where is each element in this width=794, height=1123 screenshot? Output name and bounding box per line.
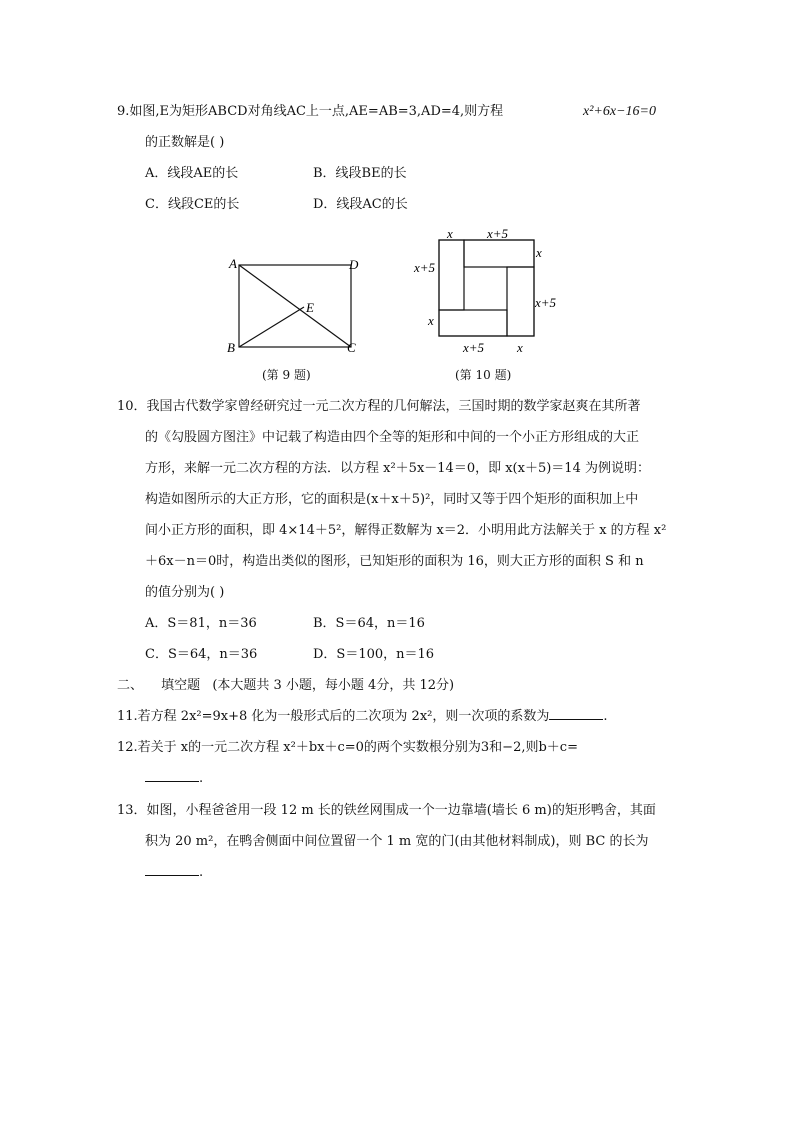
- section-header: [117, 676, 454, 696]
- q12-text: 12.若关于 x的一元二次方程 x²＋bx＋c=0的两个实数根分别为3和−2,则b＋c=: [117, 740, 578, 755]
- section-title: 填空题: [161, 678, 201, 693]
- label-e: E: [306, 300, 314, 315]
- diagonal-ac: [239, 265, 351, 347]
- q12-tail: .: [199, 771, 204, 786]
- label-c: C: [347, 340, 356, 355]
- q9-caption: (第 9 题): [262, 368, 311, 382]
- q10-line-6: ＋6x－n＝0时，构造出类似的图形，已知矩形的面积为 16，则大正方形的面积 S 和 n: [145, 554, 644, 569]
- label-right-x: x: [536, 245, 542, 260]
- label-top-x5: x+5: [487, 226, 509, 241]
- q10-line-7: 的值分别为( ): [145, 585, 225, 600]
- q9-option-d: D．线段AC的长: [313, 197, 408, 212]
- q13-answer-blank[interactable]: [145, 863, 199, 876]
- label-a: A: [229, 256, 237, 271]
- q9-stem-line2: 的正数解是( ): [145, 135, 225, 150]
- q13-line2: 积为 20 m²，在鸭舍侧面中间位置留一个 1 m 宽的门(由其他材料制成)，则 BC 的长为: [145, 834, 649, 849]
- q10-line-5: 间小正方形的面积，即 4×14＋5²，解得正数解为 x＝2．小明用此方法解关于 x 的方程 x²: [145, 523, 667, 538]
- label-b: B: [227, 340, 235, 355]
- outer-square: [439, 240, 534, 336]
- section-number: 二、: [117, 678, 144, 693]
- q9-option-a: A．线段AE的长: [145, 166, 239, 181]
- q10-line-1: 10．我国古代数学家曾经研究过一元二次方程的几何解法，三国时期的数学家赵爽在其所著: [117, 399, 641, 414]
- label-bottom-x: x: [517, 340, 523, 355]
- q10-option-a: A．S＝81，n＝36: [145, 616, 257, 631]
- q13-tail: .: [199, 865, 204, 880]
- q12-answer-blank[interactable]: [145, 769, 199, 782]
- q10-caption: (第 10 题): [455, 368, 512, 382]
- label-left-x: x: [428, 313, 434, 328]
- label-d: D: [349, 257, 359, 272]
- q12-answer-line: [145, 769, 203, 789]
- q10-option-b: B．S＝64，n＝16: [313, 616, 425, 631]
- rect-top: [464, 240, 534, 267]
- q10-option-d: D．S＝100，n＝16: [313, 647, 435, 662]
- q9-option-c: C．线段CE的长: [145, 197, 240, 212]
- rect-bottom: [439, 310, 507, 336]
- label-top-x: x: [447, 226, 453, 241]
- q11-answer-blank[interactable]: [549, 707, 603, 720]
- section-desc: (本大题共 3 小题，每小题 4分，共 12分): [212, 678, 455, 693]
- q10-line-3: 方形，来解一元二次方程的方法．以方程 x²＋5x－14＝0，即 x(x＋5)＝14 为例说明：: [145, 461, 650, 476]
- q10-line-4: 构造如图所示的大正方形，它的面积是(x＋x＋5)²，同时又等于四个矩形的面积加上中: [145, 492, 639, 507]
- q13-answer-line: [145, 863, 203, 883]
- q11-text: 11.若方程 2x²=9x+8 化为一般形式后的二次项为 2x²，则一次项的系数为: [117, 709, 550, 724]
- rect-left: [439, 240, 464, 310]
- q9-equation: x²+6x−16=0: [583, 104, 656, 119]
- label-bottom-x5: x+5: [463, 340, 485, 355]
- rect-right: [507, 267, 534, 336]
- q9-figure: [225, 252, 365, 357]
- label-right-x5: x+5: [535, 295, 557, 310]
- label-left-x5: x+5: [414, 260, 436, 275]
- q10-line-2: 的《勾股圆方图注》中记载了构造由四个全等的矩形和中间的一个小正方形组成的大正: [145, 430, 640, 445]
- q11: [117, 707, 608, 727]
- q9-stem-line1: 9.如图,E为矩形ABCD对角线AC上一点,AE=AB=3,AD=4,则方程: [117, 104, 504, 119]
- q10-figure: [410, 225, 570, 360]
- q9-option-b: B．线段BE的长: [313, 166, 407, 181]
- segment-be: [239, 307, 304, 347]
- q10-option-c: C．S＝64，n＝36: [145, 647, 258, 662]
- q13-line1: 13．如图，小程爸爸用一段 12 m 长的铁丝网围成一个一边靠墙(墙长 6 m)的矩形鸭舍，其面: [117, 803, 656, 818]
- q11-tail: .: [603, 709, 608, 724]
